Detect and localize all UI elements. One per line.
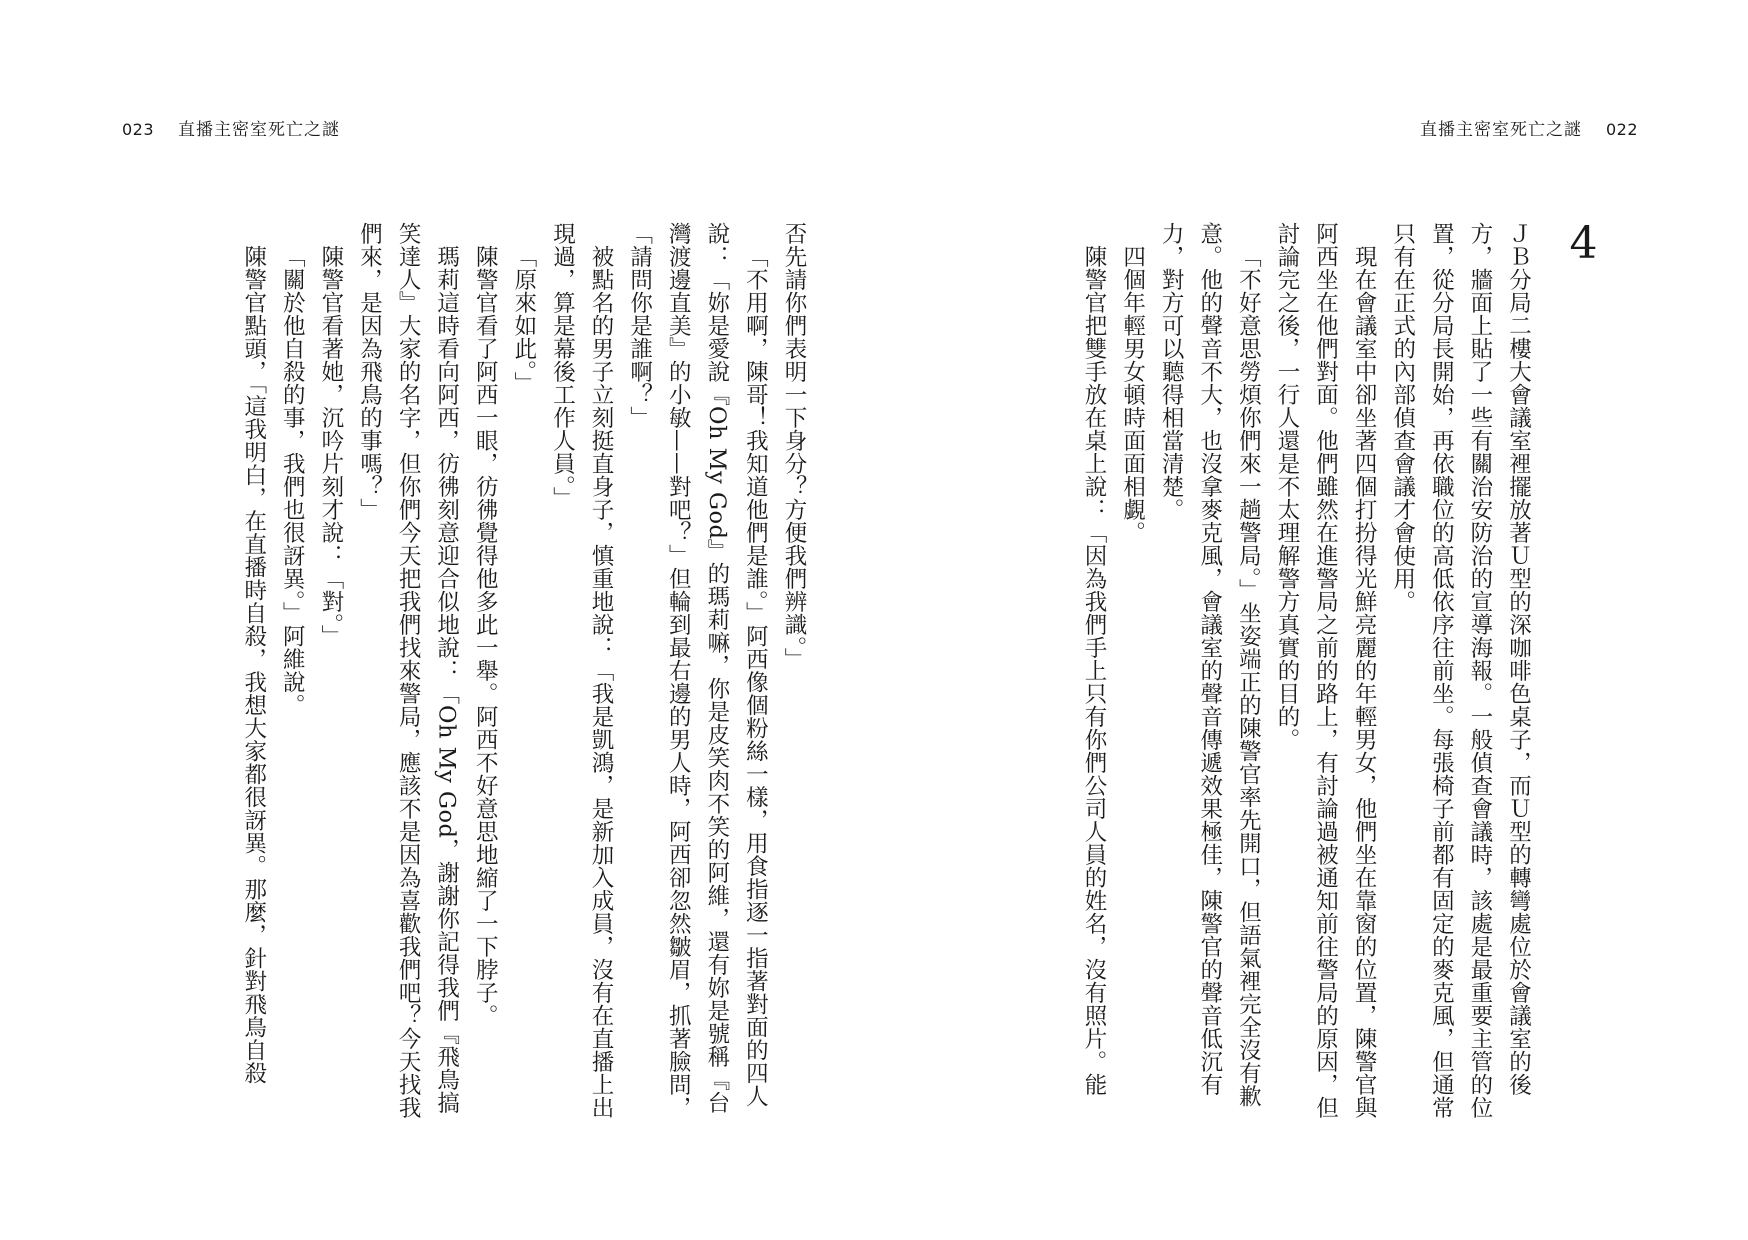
left-page-body xyxy=(123,222,813,1122)
paragraph: 現在會議室中卻坐著四個打扮得光鮮亮麗的年輕男女，他們坐在靠窗的位置，陳警官與阿西坐在他們對面。他們雖然在進警局之前的路上，有討論過被通知前往警局的原因，但討論完之後，一行人還是不太理解警方真實的目的。 xyxy=(1273,222,1378,1119)
paragraph: ＪＢ分局二樓大會議室裡擺放著Ｕ型的深咖啡色桌子，而Ｕ型的轉彎處位於會議室的後方，牆面上貼了一些有關治安防治的宣導海報。一般偵查會議時，該處是最重要主管的位置，從分局長開始，再依職位的高低依序往前坐。每張椅子前都有固定的麥克風，但通常只有在正式的內部偵查會議才會使用。 xyxy=(1389,222,1532,1119)
paragraph: 「不好意思勞煩你們來一趟警局。」坐姿端正的陳警官率先開口，但語氣裡完全沒有歉意。他的聲音不大，也沒拿麥克風，會議室的聲音傳遞效果極佳，陳警官的聲音低沉有力，對方可以聽得相當清楚。 xyxy=(1158,222,1262,1108)
paragraph: 四個年輕男女頓時面面相覷。 xyxy=(1119,244,1146,544)
paragraph: 陳警官點頭，「這我明白，在直播時自殺，我想大家都很訝異。那麼，針對飛鳥自殺 xyxy=(240,244,267,1085)
right-running-title: 直播主密室死亡之謎 xyxy=(1419,120,1582,140)
paragraph: 瑪莉這時看向阿西，彷彿刻意迎合似地說：「Oh My God，謝謝你記得我們『飛鳥搞笑達人』大家的名字，但你們今天把我們找來警局，應該不是因為喜歡我們吧？今天找我們來，是因為飛鳥的事嗎？」 xyxy=(356,222,460,1119)
paragraph: 「原來如此。」 xyxy=(510,244,537,395)
paragraph: 陳警官把雙手放在桌上說：「因為我們手上只有你們公司人員的姓名，沒有照片。能 xyxy=(1080,244,1107,1096)
left-page-header xyxy=(122,115,340,140)
paragraph: 陳警官看了阿西一眼，彷彿覺得他多此一舉。阿西不好意思地縮了一下脖子。 xyxy=(472,244,499,1027)
paragraph: 否先請你們表明一下身分？方便我們辨識。」 xyxy=(781,222,807,671)
right-page-header xyxy=(1420,115,1638,140)
paragraph: 陳警官看著她，沉吟片刻才說：「對。」 xyxy=(317,244,344,648)
paragraph: 「關於他自殺的事，我們也很訝異。」阿維說。 xyxy=(279,244,306,717)
right-page-number: 022 xyxy=(1605,120,1638,139)
left-page-number: 023 xyxy=(122,120,155,139)
left-running-title: 直播主密室死亡之謎 xyxy=(178,120,341,140)
paragraph: 「不用啊，陳哥！我知道他們是誰。」阿西像個粉絲一樣，用食指逐一指著對面的四人說：「妳是愛說『Oh My God』的瑪莉嘛，你是皮笑肉不笑的阿維，還有妳是號稱『台灣渡邊直美』的小敏——對吧？」但輪到最右邊的男人時，阿西卻忽然皺眉，抓著臉問，「請問你是誰啊？」 xyxy=(626,222,769,1119)
right-page-body xyxy=(998,222,1598,1122)
paragraph: 被點名的男子立刻挺直身子，慎重地說：「我是凱鴻，是新加入成員，沒有在直播上出現過，算是幕後工作人員。」 xyxy=(549,222,615,1119)
chapter-number: 4 xyxy=(1569,222,1598,269)
